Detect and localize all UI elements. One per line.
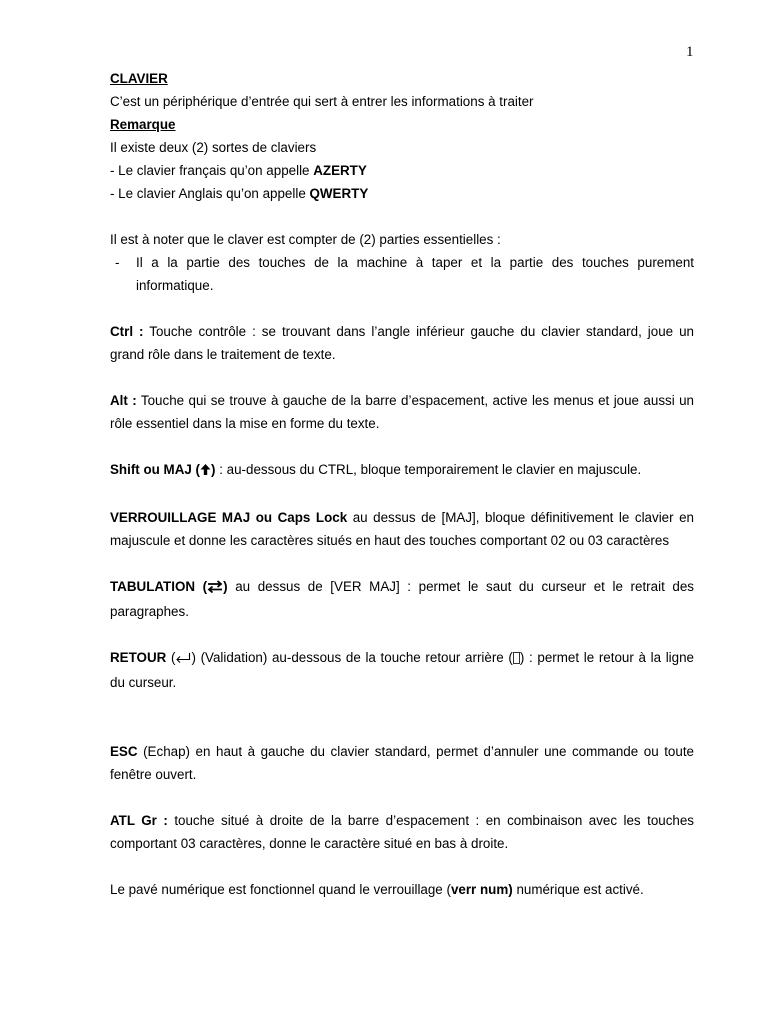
note-list-item	[110, 251, 694, 297]
remark-line-3	[110, 182, 694, 205]
ctrl-key-label: Ctrl :	[110, 324, 144, 339]
return-open-paren: (	[166, 650, 176, 665]
backspace-icon	[513, 648, 520, 671]
esc-key-label: ESC	[110, 744, 138, 759]
altgr-key-label: ATL Gr :	[110, 813, 168, 828]
tab-key-label	[110, 579, 228, 594]
remark-heading-line	[110, 113, 694, 136]
note-line: Il est à noter que le claver est compter de (2) parties essentielles :	[110, 232, 501, 247]
return-description-2: ) : permet le retour à la ligne du curseur.	[110, 650, 695, 690]
shift-key-label	[110, 462, 215, 477]
document-title: CLAVIER	[110, 71, 168, 86]
definition: C’est un périphérique d’entrée qui sert à entrer les informations à traiter	[110, 94, 534, 109]
numpad-text-end: numérique est activé.	[512, 882, 644, 897]
remark-heading: Remarque	[110, 117, 176, 132]
title-line	[110, 67, 694, 90]
numpad-text-start: Le pavé numérique est fonctionnel quand le verrouillage (	[110, 882, 451, 897]
alt-description: Touche qui se trouve à gauche de la barre d’espacement, active les menus et joue aussi un rôle essentiel dans la mise en forme du texte.	[110, 393, 694, 431]
page-number: 1	[686, 44, 694, 60]
tab-description: au dessus de [VER MAJ] : permet le saut du curseur et le retrait des paragraphes.	[110, 579, 695, 619]
ctrl-description: Touche contrôle : se trouvant dans l’angle inférieur gauche du clavier standard, joue un grand rôle dans le traitement de texte.	[110, 324, 694, 362]
tab-key-text: TABULATION (	[110, 579, 208, 594]
tab-paragraph	[110, 575, 694, 623]
alt-key-label: Alt :	[110, 393, 137, 408]
note-item-text: Il a la partie des touches de la machine à taper et la partie des touches purement informatique.	[136, 255, 694, 293]
altgr-description: touche situé à droite de la barre d’espacement : en combinaison avec les touches comportant 03 caractères, donne le caractère situé en bas à droite.	[110, 813, 695, 851]
azerty-label: AZERTY	[313, 163, 367, 178]
tab-key-close: )	[223, 579, 228, 594]
capslock-description: au dessus de [MAJ], bloque définitivement le clavier en majuscule et donne les caractères situés en haut des touches comportant 02 ou 03 caractères	[110, 510, 695, 548]
arrow-up-icon	[200, 460, 211, 483]
shift-description: : au-dessous du CTRL, bloque temporairement le clavier en majuscule.	[215, 462, 642, 477]
alt-paragraph	[110, 389, 694, 435]
esc-paragraph	[110, 740, 694, 786]
capslock-key-label: VERROUILLAGE MAJ ou Caps Lock	[110, 510, 348, 525]
tab-arrows-icon	[207, 577, 223, 600]
remark-line-2-text: - Le clavier français qu’on appelle	[110, 163, 314, 178]
document-body	[110, 67, 694, 901]
capslock-paragraph	[110, 506, 694, 552]
return-description: ) (Validation) au-dessous de la touche retour arrière (	[191, 650, 513, 665]
qwerty-label: QWERTY	[309, 186, 369, 201]
list-dash: -	[115, 255, 120, 270]
altgr-paragraph	[110, 809, 694, 855]
return-key-label: RETOUR	[110, 650, 167, 665]
remark-line-2	[110, 159, 694, 182]
shift-key-text: Shift ou MAJ (	[110, 462, 201, 477]
shift-key-close: )	[211, 462, 216, 477]
shift-paragraph	[110, 458, 694, 483]
remark-line-1: Il existe deux (2) sortes de claviers	[110, 140, 317, 155]
return-paragraph	[110, 646, 694, 694]
remark-line-3-text: - Le clavier Anglais qu’on appelle	[110, 186, 310, 201]
esc-description: (Echap) en haut à gauche du clavier standard, permet d’annuler une commande ou toute fenêtre ouvert.	[110, 744, 694, 782]
verr-num-label: verr num)	[450, 882, 513, 897]
numpad-paragraph	[110, 878, 694, 901]
ctrl-paragraph	[110, 320, 694, 366]
return-arrow-icon	[175, 648, 191, 671]
